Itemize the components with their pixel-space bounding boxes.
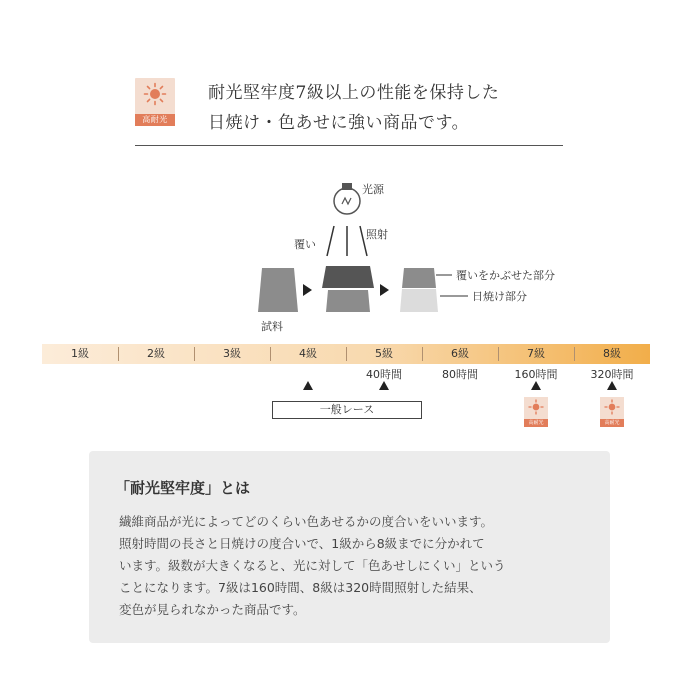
mini-badge-label: 高耐光 (600, 419, 624, 427)
info-title: 「耐光堅牢度」とは (115, 479, 251, 497)
grade-8: 8級 (603, 347, 621, 360)
triangle-marker-icon (531, 381, 541, 390)
grade-5: 5級 (375, 347, 393, 360)
headline-line-2: 日焼け・色あせに強い商品です。 (208, 113, 470, 133)
info-line: 変色が見られなかった商品です。 (119, 602, 306, 617)
high-light-fastness-badge-grade-8 (600, 397, 624, 427)
grade-6: 6級 (451, 347, 469, 360)
grade-3: 3級 (223, 347, 241, 360)
covered-part-shape (402, 268, 436, 288)
cover-label: 覆い (294, 238, 316, 251)
grade-1: 1級 (71, 347, 89, 360)
cover-shape (322, 266, 374, 288)
grade-2: 2級 (147, 347, 165, 360)
scale-divider (118, 347, 119, 361)
info-box (89, 451, 610, 643)
light-test-diagram (0, 0, 700, 340)
hours-grade-8: 320時間 (590, 368, 634, 381)
info-line: います。級数が大きくなると、光に対して「色あせしにくい」という (119, 558, 506, 573)
triangle-marker-icon (379, 381, 389, 390)
mini-badge-label: 高耐光 (524, 419, 548, 427)
general-lace-range: 一般レース (272, 401, 422, 419)
info-line: ことになります。7級は160時間、8級は320時間照射した結果、 (119, 580, 482, 595)
hours-grade-7: 160時間 (514, 368, 558, 381)
hours-grade-5: 40時間 (366, 368, 402, 381)
light-fastness-scale (42, 344, 650, 364)
triangle-marker-icon (607, 381, 617, 390)
scale-divider (194, 347, 195, 361)
headline-line-1: 耐光堅牢度7級以上の性能を保持した (208, 83, 500, 103)
sample-under-cover-shape (326, 290, 370, 312)
light-rays (327, 226, 367, 256)
grade-7: 7級 (527, 347, 545, 360)
info-line: 繊維商品が光によってどのくらい色あせるかの度合いをいいます。 (119, 514, 494, 529)
scale-divider (574, 347, 575, 361)
scale-divider (422, 347, 423, 361)
light-source-label: 光源 (362, 183, 384, 196)
info-body (119, 511, 589, 621)
irradiation-label: 照射 (366, 228, 388, 241)
triangle-marker-icon (303, 381, 313, 390)
sunburned-part-shape (400, 289, 438, 312)
arrow-right-icon (380, 284, 389, 296)
info-line: 照射時間の長さと日焼けの度合いで、1級から8級までに分かれて (119, 536, 485, 551)
grade-4: 4級 (299, 347, 317, 360)
sunburned-part-label: 日焼け部分 (472, 290, 527, 303)
sun-icon (604, 399, 620, 415)
high-light-fastness-badge-grade-7 (524, 397, 548, 427)
covered-part-label: 覆いをかぶせた部分 (456, 269, 555, 282)
hours-grade-6: 80時間 (442, 368, 478, 381)
sample-shape (258, 268, 298, 312)
sample-label: 試料 (261, 320, 283, 333)
sun-icon (528, 399, 544, 415)
badge-label: 高耐光 (135, 114, 175, 126)
scale-divider (270, 347, 271, 361)
scale-divider (346, 347, 347, 361)
light-bulb-icon (334, 183, 360, 214)
arrow-right-icon (303, 284, 312, 296)
scale-divider (498, 347, 499, 361)
